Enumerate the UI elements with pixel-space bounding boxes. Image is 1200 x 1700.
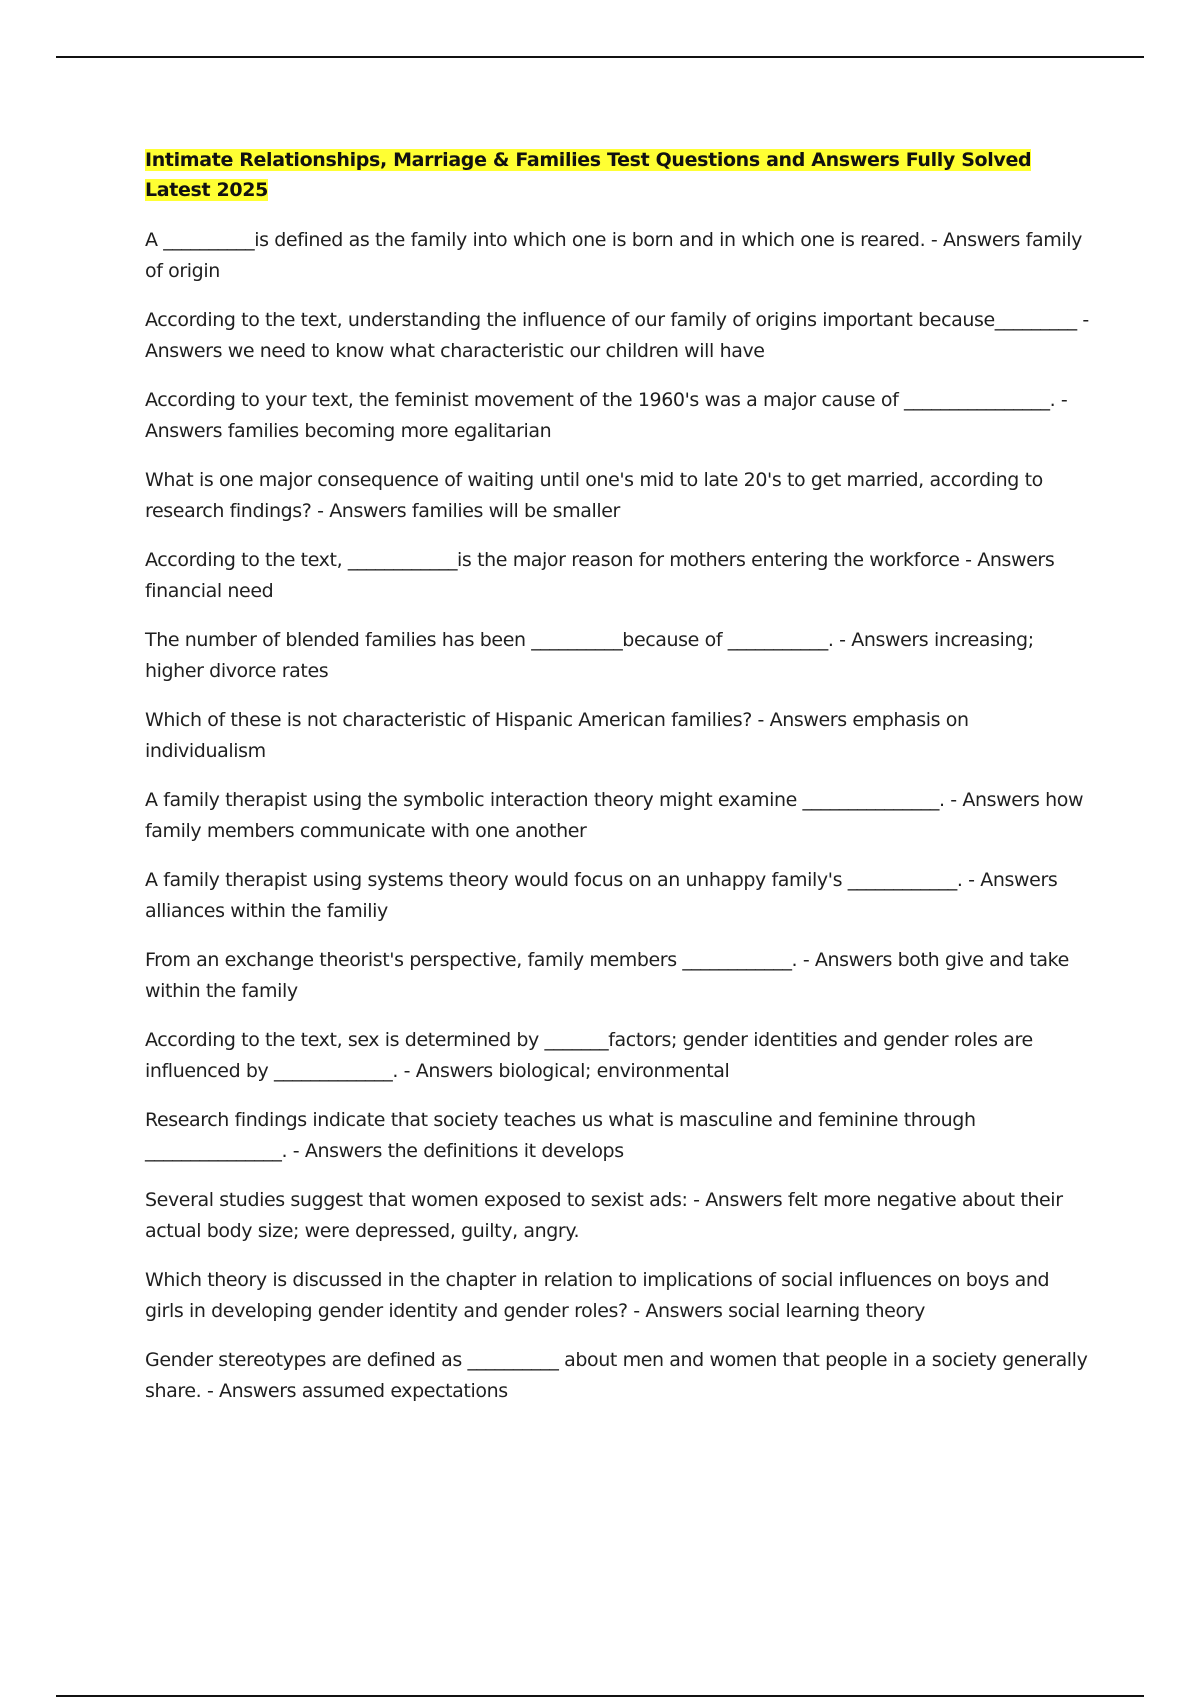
qa-item: A __________is defined as the family into which one is born and in which one is reared. - Answers family of origin	[145, 229, 1082, 282]
qa-item: Research findings indicate that society teaches us what is masculine and feminine through _______________. - Answers the definitions it develops	[145, 1109, 976, 1162]
bottom-rule	[56, 1695, 1144, 1697]
document-body	[145, 145, 1090, 1425]
title-block	[145, 145, 1090, 205]
qa-item: According to the text, sex is determined by _______factors; gender identities and gender roles are influenced by _____________. - Answers biological; environmental	[145, 1029, 1033, 1082]
qa-item: According to the text, understanding the influence of our family of origins important because_________ - Answers we need to know what characteristic our children will have	[145, 309, 1089, 362]
qa-item: Which theory is discussed in the chapter in relation to implications of social influences on boys and girls in developing gender identity and gender roles? - Answers social learning theory	[145, 1269, 1050, 1322]
qa-item: A family therapist using systems theory would focus on an unhappy family's ____________. - Answers alliances within the familiy	[145, 869, 1058, 922]
qa-item: According to the text, ____________is the major reason for mothers entering the workforce - Answers financial need	[145, 549, 1055, 602]
qa-item: Several studies suggest that women exposed to sexist ads: - Answers felt more negative about their actual body size; were depressed, guilty, angry.	[145, 1189, 1063, 1242]
qa-item: Gender stereotypes are defined as __________ about men and women that people in a society generally share. - Answers assumed expectations	[145, 1349, 1088, 1402]
qa-item: According to your text, the feminist movement of the 1960's was a major cause of ________________. - Answers families becoming more egalitarian	[145, 389, 1068, 442]
document-title: Intimate Relationships, Marriage & Families Test Questions and Answers Fully Solved Latest 2025	[145, 149, 1032, 201]
qa-item: What is one major consequence of waiting until one's mid to late 20's to get married, according to research findings? - Answers families will be smaller	[145, 469, 1043, 522]
qa-item: A family therapist using the symbolic interaction theory might examine _______________. - Answers how family members communicate with one another	[145, 789, 1084, 842]
qa-item: From an exchange theorist's perspective, family members ____________. - Answers both give and take within the family	[145, 949, 1069, 1002]
qa-item: The number of blended families has been __________because of ___________. - Answers increasing; higher divorce rates	[145, 629, 1034, 682]
top-rule	[56, 56, 1144, 58]
qa-item: Which of these is not characteristic of Hispanic American families? - Answers emphasis on individualism	[145, 709, 969, 762]
